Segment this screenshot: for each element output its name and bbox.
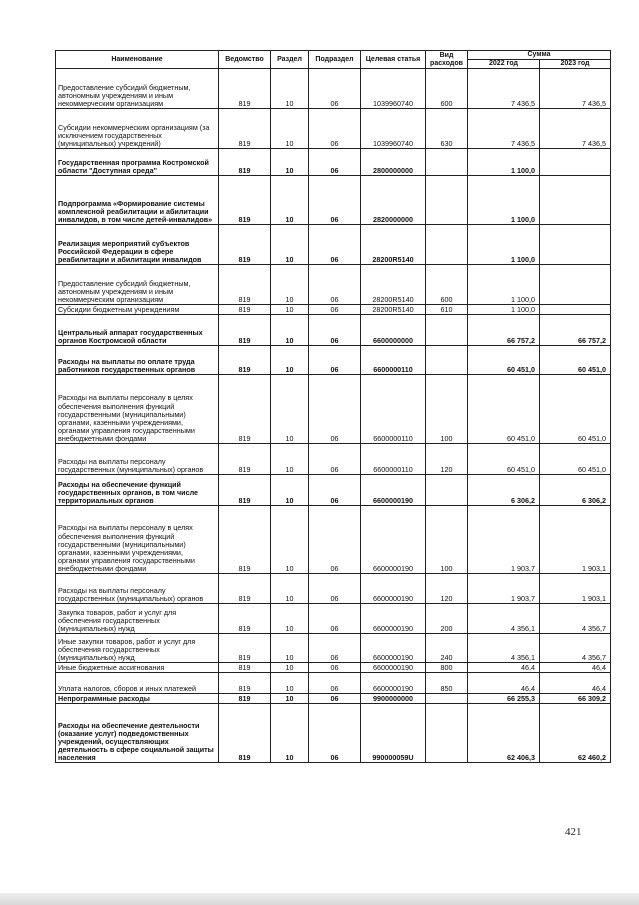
cell-2023: 66 309,2	[540, 694, 611, 704]
cell-name: Субсидии бюджетным учреждениям	[56, 305, 219, 315]
cell-podrazdel: 06	[309, 315, 361, 346]
cell-vid	[426, 176, 468, 225]
cell-target: 9900000000	[361, 694, 426, 704]
header-target: Целевая статья	[361, 51, 426, 69]
header-2023: 2023 год	[540, 60, 611, 69]
cell-vedomstvo: 819	[219, 149, 271, 176]
cell-podrazdel: 06	[309, 475, 361, 506]
header-2022: 2022 год	[468, 60, 540, 69]
cell-target: 6600000110	[361, 444, 426, 475]
cell-2023	[540, 149, 611, 176]
cell-2023: 46,4	[540, 663, 611, 673]
cell-2022: 1 100,0	[468, 305, 540, 315]
cell-podrazdel: 06	[309, 604, 361, 634]
cell-2023: 60 451,0	[540, 444, 611, 475]
cell-vid: 610	[426, 305, 468, 315]
cell-2023: 1 903,1	[540, 574, 611, 604]
header-name: Наименование	[56, 51, 219, 69]
cell-vedomstvo: 819	[219, 109, 271, 149]
cell-razdel: 10	[271, 444, 309, 475]
cell-vid: 120	[426, 574, 468, 604]
cell-2022: 60 451,0	[468, 375, 540, 444]
cell-2022: 60 451,0	[468, 444, 540, 475]
cell-target: 6600000000	[361, 315, 426, 346]
cell-name: Расходы на выплаты персоналу в целях обеспечения выполнения функций государственными (муниципальными) органами, казенными учреждениями, органами управления государственными внебюджетными фондами	[56, 375, 219, 444]
cell-vid: 600	[426, 69, 468, 109]
cell-podrazdel: 06	[309, 506, 361, 574]
table-row	[56, 704, 611, 763]
cell-vedomstvo: 819	[219, 225, 271, 265]
table-row	[56, 176, 611, 225]
cell-vedomstvo: 819	[219, 305, 271, 315]
cell-name: Расходы на выплаты по оплате труда работников государственных органов	[56, 346, 219, 375]
cell-2022: 1 100,0	[468, 149, 540, 176]
cell-vid: 200	[426, 604, 468, 634]
table-row	[56, 673, 611, 694]
cell-name: Расходы на обеспечение деятельности (оказание услуг) подведомственных учреждений, осуществляющих деятельность в сфере социальной защиты населения	[56, 704, 219, 763]
cell-target: 28200R5140	[361, 305, 426, 315]
table-row	[56, 694, 611, 704]
header-vedomstvo: Ведомство	[219, 51, 271, 69]
cell-vedomstvo: 819	[219, 375, 271, 444]
cell-target: 28200R5140	[361, 265, 426, 305]
cell-2023: 4 356,7	[540, 634, 611, 663]
table-row	[56, 444, 611, 475]
cell-vid	[426, 704, 468, 763]
cell-vedomstvo: 819	[219, 673, 271, 694]
table-body	[56, 69, 611, 763]
cell-name: Иные закупки товаров, работ и услуг для обеспечения государственных (муниципальных) нужд	[56, 634, 219, 663]
cell-podrazdel: 06	[309, 265, 361, 305]
page-bottom-edge	[0, 893, 639, 905]
table-row	[56, 604, 611, 634]
cell-vid	[426, 315, 468, 346]
cell-name: Закупка товаров, работ и услуг для обеспечения государственных (муниципальных) нужд	[56, 604, 219, 634]
budget-table	[55, 50, 611, 763]
cell-razdel: 10	[271, 634, 309, 663]
cell-2022: 60 451,0	[468, 346, 540, 375]
cell-razdel: 10	[271, 704, 309, 763]
table-row	[56, 663, 611, 673]
cell-podrazdel: 06	[309, 673, 361, 694]
header-podrazdel: Подраздел	[309, 51, 361, 69]
cell-2023: 6 306,2	[540, 475, 611, 506]
table-row	[56, 305, 611, 315]
cell-target: 2820000000	[361, 176, 426, 225]
cell-name: Расходы на выплаты персоналу государственных (муниципальных) органов	[56, 444, 219, 475]
cell-vedomstvo: 819	[219, 704, 271, 763]
cell-target: 6600000110	[361, 346, 426, 375]
cell-razdel: 10	[271, 176, 309, 225]
cell-2023: 1 903,1	[540, 506, 611, 574]
cell-vid	[426, 225, 468, 265]
cell-razdel: 10	[271, 305, 309, 315]
cell-target: 6600000190	[361, 475, 426, 506]
cell-2023	[540, 176, 611, 225]
cell-name: Уплата налогов, сборов и иных платежей	[56, 673, 219, 694]
cell-razdel: 10	[271, 694, 309, 704]
cell-vedomstvo: 819	[219, 604, 271, 634]
cell-2022: 7 436,5	[468, 109, 540, 149]
cell-vedomstvo: 819	[219, 574, 271, 604]
cell-2023: 7 436,5	[540, 109, 611, 149]
cell-razdel: 10	[271, 673, 309, 694]
cell-name: Предоставление субсидий бюджетным, автономным учреждениям и иным некоммерческим организациям	[56, 69, 219, 109]
cell-2022: 1 903,7	[468, 506, 540, 574]
cell-vedomstvo: 819	[219, 694, 271, 704]
cell-target: 6600000190	[361, 673, 426, 694]
table-row	[56, 315, 611, 346]
cell-vid: 850	[426, 673, 468, 694]
cell-2022: 6 306,2	[468, 475, 540, 506]
table-row	[56, 634, 611, 663]
cell-vedomstvo: 819	[219, 506, 271, 574]
cell-podrazdel: 06	[309, 704, 361, 763]
cell-2023: 66 757,2	[540, 315, 611, 346]
table-row	[56, 506, 611, 574]
cell-razdel: 10	[271, 663, 309, 673]
cell-2023	[540, 225, 611, 265]
cell-target: 6600000190	[361, 574, 426, 604]
cell-2023: 62 460,2	[540, 704, 611, 763]
table-row	[56, 574, 611, 604]
cell-2023: 60 451,0	[540, 346, 611, 375]
table-row	[56, 475, 611, 506]
cell-razdel: 10	[271, 475, 309, 506]
cell-podrazdel: 06	[309, 375, 361, 444]
cell-name: Субсидии некоммерческим организациям (за исключением государственных (муниципальных) учреждений)	[56, 109, 219, 149]
cell-razdel: 10	[271, 149, 309, 176]
cell-2023: 4 356,7	[540, 604, 611, 634]
cell-vedomstvo: 819	[219, 663, 271, 673]
cell-name: Непрограммные расходы	[56, 694, 219, 704]
cell-2022: 62 406,3	[468, 704, 540, 763]
cell-2023: 60 451,0	[540, 375, 611, 444]
cell-target: 6600000190	[361, 604, 426, 634]
cell-razdel: 10	[271, 109, 309, 149]
cell-podrazdel: 06	[309, 69, 361, 109]
table-row	[56, 69, 611, 109]
cell-2023	[540, 305, 611, 315]
cell-razdel: 10	[271, 225, 309, 265]
cell-vid: 100	[426, 506, 468, 574]
cell-podrazdel: 06	[309, 176, 361, 225]
cell-target: 6600000190	[361, 634, 426, 663]
cell-razdel: 10	[271, 506, 309, 574]
cell-2022: 1 100,0	[468, 176, 540, 225]
cell-target: 2800000000	[361, 149, 426, 176]
cell-podrazdel: 06	[309, 444, 361, 475]
cell-podrazdel: 06	[309, 149, 361, 176]
cell-2022: 66 757,2	[468, 315, 540, 346]
header-summa: Сумма	[468, 51, 611, 60]
cell-vedomstvo: 819	[219, 176, 271, 225]
cell-2022: 7 436,5	[468, 69, 540, 109]
cell-name: Иные бюджетные ассигнования	[56, 663, 219, 673]
cell-podrazdel: 06	[309, 109, 361, 149]
table-row	[56, 346, 611, 375]
cell-razdel: 10	[271, 375, 309, 444]
cell-vedomstvo: 819	[219, 265, 271, 305]
cell-vid: 100	[426, 375, 468, 444]
cell-target: 1039960740	[361, 69, 426, 109]
table-row	[56, 375, 611, 444]
table-row	[56, 225, 611, 265]
cell-razdel: 10	[271, 346, 309, 375]
cell-vid	[426, 475, 468, 506]
cell-razdel: 10	[271, 604, 309, 634]
cell-2022: 4 356,1	[468, 604, 540, 634]
cell-vid: 120	[426, 444, 468, 475]
cell-vid: 600	[426, 265, 468, 305]
header-vid: Вид расходов	[426, 51, 468, 69]
cell-name: Расходы на выплаты персоналу государственных (муниципальных) органов	[56, 574, 219, 604]
cell-podrazdel: 06	[309, 225, 361, 265]
cell-podrazdel: 06	[309, 663, 361, 673]
cell-target: 6600000190	[361, 663, 426, 673]
cell-name: Государственная программа Костромской области "Доступная среда"	[56, 149, 219, 176]
cell-vid	[426, 694, 468, 704]
cell-target: 28200R5140	[361, 225, 426, 265]
cell-razdel: 10	[271, 315, 309, 346]
cell-vid: 630	[426, 109, 468, 149]
cell-podrazdel: 06	[309, 634, 361, 663]
cell-2023	[540, 265, 611, 305]
cell-vedomstvo: 819	[219, 69, 271, 109]
cell-name: Центральный аппарат государственных органов Костромской области	[56, 315, 219, 346]
cell-vid	[426, 346, 468, 375]
header-razdel: Раздел	[271, 51, 309, 69]
cell-2022: 46,4	[468, 663, 540, 673]
cell-vedomstvo: 819	[219, 475, 271, 506]
cell-vid	[426, 149, 468, 176]
cell-podrazdel: 06	[309, 305, 361, 315]
cell-target: 1039960740	[361, 109, 426, 149]
page-number: 421	[565, 826, 582, 838]
cell-podrazdel: 06	[309, 694, 361, 704]
cell-2022: 46,4	[468, 673, 540, 694]
cell-podrazdel: 06	[309, 346, 361, 375]
cell-2023: 46,4	[540, 673, 611, 694]
cell-vedomstvo: 819	[219, 634, 271, 663]
cell-2022: 1 100,0	[468, 225, 540, 265]
cell-vedomstvo: 819	[219, 346, 271, 375]
table-row	[56, 265, 611, 305]
cell-2022: 66 255,3	[468, 694, 540, 704]
cell-name: Подпрограмма «Формирование системы комплексной реабилитации и абилитации инвалидов, в том числе детей-инвалидов»	[56, 176, 219, 225]
table-row	[56, 109, 611, 149]
cell-razdel: 10	[271, 265, 309, 305]
cell-vid: 240	[426, 634, 468, 663]
cell-target: 6600000190	[361, 506, 426, 574]
cell-2022: 4 356,1	[468, 634, 540, 663]
cell-podrazdel: 06	[309, 574, 361, 604]
cell-2022: 1 903,7	[468, 574, 540, 604]
cell-vedomstvo: 819	[219, 444, 271, 475]
cell-name: Реализация мероприятий субъектов Российской Федерации в сфере реабилитации и абилитации инвалидов	[56, 225, 219, 265]
cell-name: Расходы на выплаты персоналу в целях обеспечения выполнения функций государственными (муниципальными) органами, казенными учреждениями, органами управления государственными внебюджетными фондами	[56, 506, 219, 574]
cell-vid: 800	[426, 663, 468, 673]
cell-target: 6600000110	[361, 375, 426, 444]
cell-vedomstvo: 819	[219, 315, 271, 346]
cell-target: 990000059U	[361, 704, 426, 763]
cell-razdel: 10	[271, 69, 309, 109]
cell-razdel: 10	[271, 574, 309, 604]
cell-2023: 7 436,5	[540, 69, 611, 109]
table-row	[56, 149, 611, 176]
cell-2022: 1 100,0	[468, 265, 540, 305]
cell-name: Расходы на обеспечение функций государственных органов, в том числе территориальных органов	[56, 475, 219, 506]
cell-name: Предоставление субсидий бюджетным, автономным учреждениям и иным некоммерческим организациям	[56, 265, 219, 305]
